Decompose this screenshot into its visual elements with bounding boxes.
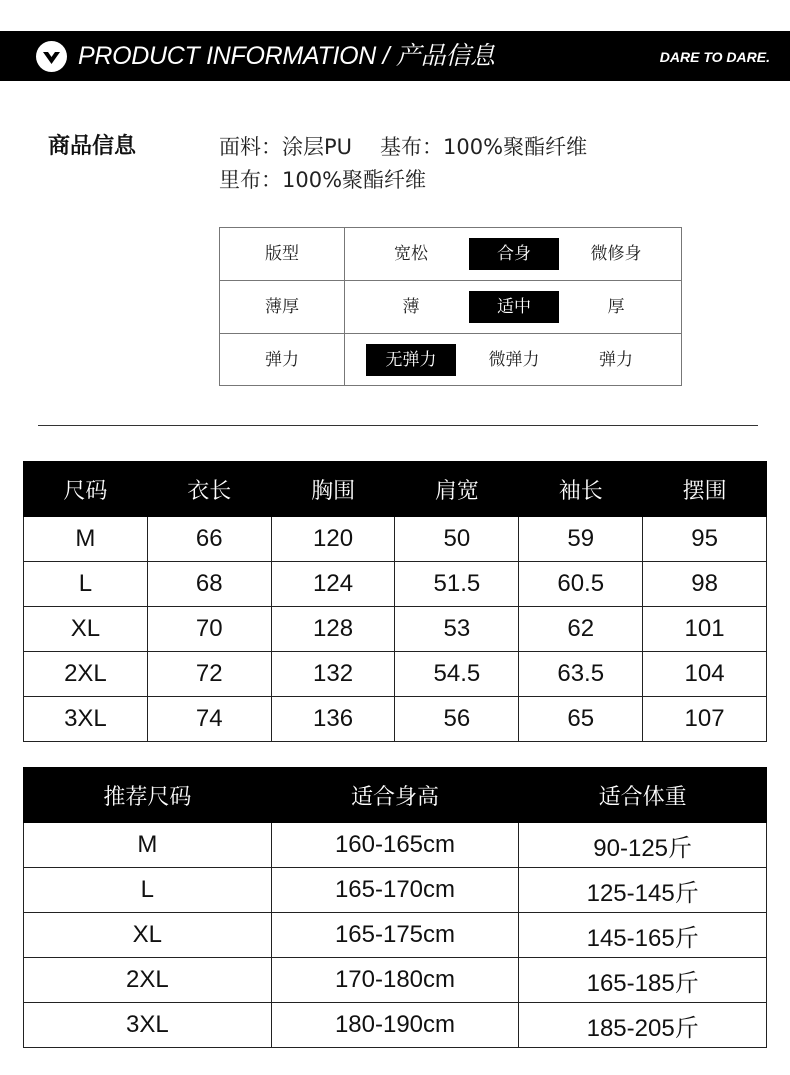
recommend-table-cell: 125-145斤 [519,868,767,913]
size-table-cell: 72 [147,652,271,697]
table-row [24,1003,767,1048]
material-line-1 [219,133,587,161]
attribute-option-selected: 无弹力 [366,344,456,376]
recommend-table-cell: 160-165cm [271,823,519,868]
attribute-option: 宽松 [394,244,428,264]
material-line-2 [219,166,426,194]
size-table-cell: 107 [643,697,767,742]
table-row [24,958,767,1003]
table-row [24,697,767,742]
table-row [24,913,767,958]
attribute-label: 版型 [265,244,299,264]
attribute-label: 弹力 [265,350,299,370]
recommend-table-cell: 170-180cm [271,958,519,1003]
recommend-table-cell: 90-125斤 [519,823,767,868]
size-table-cell: 54.5 [395,652,519,697]
table-row [24,868,767,913]
size-table-header-cell: 袖长 [519,462,643,517]
size-table-cell: XL [24,607,148,652]
size-table-cell: 62 [519,607,643,652]
table-row [24,607,767,652]
recommend-table-cell: XL [24,913,272,958]
size-table [23,461,767,742]
attribute-option: 弹力 [599,350,633,370]
size-table-cell: L [24,562,148,607]
size-table-cell: 66 [147,517,271,562]
size-table-cell: 120 [271,517,395,562]
size-table-cell: 53 [395,607,519,652]
size-table-cell: 65 [519,697,643,742]
table-row [24,823,767,868]
recommend-table-cell: M [24,823,272,868]
size-table-header [24,462,767,517]
size-table-cell: M [24,517,148,562]
attribute-option: 厚 [607,297,625,317]
size-table-cell: 70 [147,607,271,652]
recommend-table-cell: L [24,868,272,913]
size-table-cell: 98 [643,562,767,607]
recommend-table-cell: 180-190cm [271,1003,519,1048]
recommend-table-cell: 2XL [24,958,272,1003]
recommend-table-header-cell: 适合体重 [519,768,767,823]
header-title: PRODUCT INFORMATION / 产品信息 [78,42,495,70]
size-table-cell: 2XL [24,652,148,697]
size-table-cell: 51.5 [395,562,519,607]
size-table-header-cell: 胸围 [271,462,395,517]
recommend-table-cell: 165-170cm [271,868,519,913]
size-table-cell: 101 [643,607,767,652]
section-divider [38,425,758,426]
size-table-header-cell: 尺码 [24,462,148,517]
recommend-table-cell: 165-175cm [271,913,519,958]
size-table-cell: 124 [271,562,395,607]
size-table-cell: 74 [147,697,271,742]
chevron-down-icon [36,41,67,72]
size-table-cell: 68 [147,562,271,607]
size-table-cell: 60.5 [519,562,643,607]
size-table-cell: 104 [643,652,767,697]
table-row [24,562,767,607]
size-table-cell: 132 [271,652,395,697]
fabric-text: 面料：涂层PU [219,135,353,159]
recommend-table-cell: 145-165斤 [519,913,767,958]
recommend-table-cell: 165-185斤 [519,958,767,1003]
attribute-option: 微修身 [590,244,642,264]
size-table-header-cell: 衣长 [147,462,271,517]
attribute-row-divider [220,280,681,281]
size-table-cell: 63.5 [519,652,643,697]
attribute-option: 薄 [402,297,420,317]
recommend-table-header-cell: 推荐尺码 [24,768,272,823]
attribute-label: 薄厚 [265,297,299,317]
attribute-option-selected: 适中 [469,291,559,323]
size-table-cell: 3XL [24,697,148,742]
attribute-option: 微弹力 [488,350,540,370]
recommend-table-cell: 185-205斤 [519,1003,767,1048]
size-table-cell: 50 [395,517,519,562]
attribute-table [219,227,682,386]
size-table-header-cell: 肩宽 [395,462,519,517]
recommend-table-cell: 3XL [24,1003,272,1048]
header-banner [0,31,790,81]
table-row [24,517,767,562]
attribute-row-divider [220,333,681,334]
header-slogan: DARE TO DARE. [659,49,770,65]
size-table-cell: 59 [519,517,643,562]
recommend-table-header [24,768,767,823]
size-table-cell: 136 [271,697,395,742]
size-table-cell: 128 [271,607,395,652]
table-row [24,652,767,697]
product-info-heading: 商品信息 [48,134,137,159]
lining-text: 里布：100%聚酯纤维 [219,168,427,192]
size-table-header-cell: 摆围 [643,462,767,517]
size-table-cell: 56 [395,697,519,742]
attribute-option-selected: 合身 [469,238,559,270]
base-text: 基布：100%聚酯纤维 [380,135,588,159]
size-table-cell: 95 [643,517,767,562]
attribute-divider [344,228,345,385]
recommend-table-header-cell: 适合身高 [271,768,519,823]
recommend-table [23,767,767,1048]
